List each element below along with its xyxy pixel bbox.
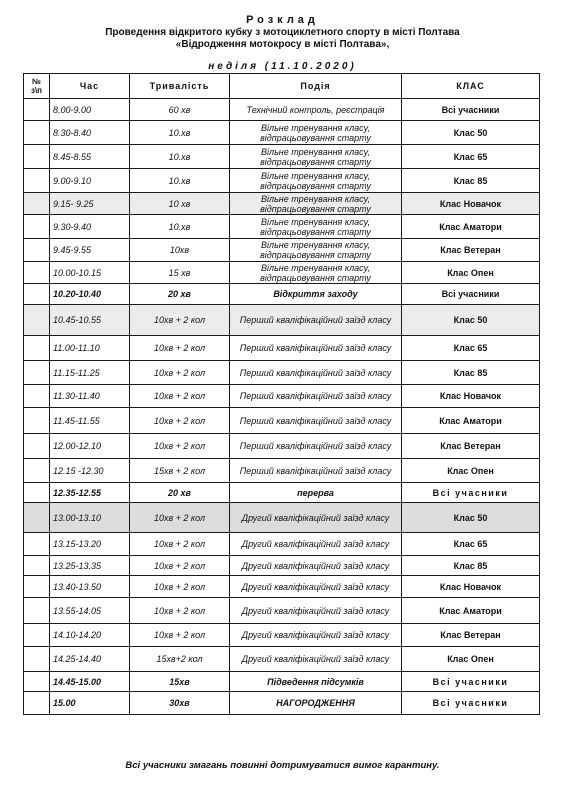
time-cell: 10.45-10.55	[50, 305, 130, 336]
event-cell: Другий кваліфікаційний заїзд класу	[230, 556, 402, 576]
time-cell: 13.55-14.05	[50, 598, 130, 624]
class-cell: Клас 50	[402, 503, 540, 533]
class-cell: Клас Новачок	[402, 385, 540, 408]
table-row	[24, 459, 540, 483]
event-cell: Другий кваліфікаційний заїзд класу	[230, 533, 402, 556]
table-row	[24, 215, 540, 239]
class-cell: Клас 85	[402, 361, 540, 385]
row-number-cell	[24, 99, 50, 121]
time-cell: 8.45-8.55	[50, 145, 130, 169]
event-cell: Перший кваліфікаційний заїзд класу	[230, 434, 402, 459]
time-cell: 9.00-9.10	[50, 169, 130, 193]
event-cell: Відкриття заходу	[230, 284, 402, 305]
header-event: Подія	[230, 74, 402, 99]
table-row	[24, 145, 540, 169]
event-cell: Другий кваліфікаційний заїзд класу	[230, 624, 402, 647]
class-cell: Клас Ветеран	[402, 434, 540, 459]
time-cell: 10.20-10.40	[50, 284, 130, 305]
event-date: неділя (11.10.2020)	[208, 61, 357, 72]
duration-cell: 10.хв	[130, 169, 230, 193]
event-cell: Другий кваліфікаційний заїзд класу	[230, 503, 402, 533]
duration-cell: 10хв + 2 кол	[130, 624, 230, 647]
event-cell: Вільне тренування класу, відпрацьовування старту	[230, 121, 402, 145]
subtitle-line-2: «Відродження мотокросу в місті Полтава»,	[175, 39, 390, 50]
class-cell: Клас Опен	[402, 262, 540, 284]
event-cell: Другий кваліфікаційний заїзд класу	[230, 647, 402, 672]
duration-cell: 10хв	[130, 239, 230, 262]
row-number-cell	[24, 305, 50, 336]
duration-cell: 15хв	[130, 672, 230, 692]
row-number-cell	[24, 503, 50, 533]
table-row	[24, 624, 540, 647]
time-cell: 12.15 -12.30	[50, 459, 130, 483]
table-row	[24, 408, 540, 434]
quarantine-note: Всі учасники змагань повинні дотримуватися вимог карантину.	[125, 760, 440, 771]
duration-cell: 10.хв	[130, 121, 230, 145]
class-cell: Клас 65	[402, 145, 540, 169]
event-cell: Вільне тренування класу, відпрацьовування старту	[230, 215, 402, 239]
event-cell: Вільне тренування класу, відпрацьовування старту	[230, 193, 402, 215]
time-cell: 13.15-13.20	[50, 533, 130, 556]
row-number-cell	[24, 169, 50, 193]
time-cell: 11.00-11.10	[50, 336, 130, 361]
event-cell: Вільне тренування класу, відпрацьовування старту	[230, 239, 402, 262]
table-row	[24, 169, 540, 193]
class-cell: Всі учасники	[402, 692, 540, 715]
event-cell: Технічний контроль, реєстрація	[230, 99, 402, 121]
duration-cell: 10хв + 2 кол	[130, 305, 230, 336]
class-cell: Клас Новачок	[402, 193, 540, 215]
table-row	[24, 361, 540, 385]
table-row	[24, 305, 540, 336]
class-cell: Клас 85	[402, 556, 540, 576]
row-number-cell	[24, 193, 50, 215]
table-row	[24, 239, 540, 262]
table-row	[24, 598, 540, 624]
header-duration: Тривалість	[130, 74, 230, 99]
class-cell: Клас 50	[402, 121, 540, 145]
row-number-cell	[24, 121, 50, 145]
row-number-cell	[24, 239, 50, 262]
header-num: № з\п	[24, 74, 50, 99]
row-number-cell	[24, 483, 50, 503]
duration-cell: 15хв + 2 кол	[130, 459, 230, 483]
class-cell: Клас 50	[402, 305, 540, 336]
table-row	[24, 193, 540, 215]
time-cell: 13.40-13.50	[50, 576, 130, 598]
event-cell: Вільне тренування класу, відпрацьовування старту	[230, 145, 402, 169]
time-cell: 12.35-12.55	[50, 483, 130, 503]
event-cell: перерва	[230, 483, 402, 503]
class-cell: Клас 85	[402, 169, 540, 193]
table-row	[24, 672, 540, 692]
event-cell: Другий кваліфікаційний заїзд класу	[230, 598, 402, 624]
duration-cell: 10хв + 2 кол	[130, 361, 230, 385]
time-cell: 12.00-12.10	[50, 434, 130, 459]
page-title: Розклад	[246, 14, 319, 26]
duration-cell: 10хв + 2 кол	[130, 556, 230, 576]
row-number-cell	[24, 598, 50, 624]
duration-cell: 10 хв	[130, 193, 230, 215]
table-row	[24, 483, 540, 503]
time-cell: 14.25-14.40	[50, 647, 130, 672]
table-row	[24, 503, 540, 533]
duration-cell: 15хв+2 кол	[130, 647, 230, 672]
event-cell: Підведення підсумків	[230, 672, 402, 692]
time-cell: 8.30-8.40	[50, 121, 130, 145]
time-cell: 11.45-11.55	[50, 408, 130, 434]
class-cell: Клас Аматори	[402, 215, 540, 239]
row-number-cell	[24, 533, 50, 556]
table-row	[24, 385, 540, 408]
duration-cell: 10хв + 2 кол	[130, 503, 230, 533]
class-cell: Всі учасники	[402, 483, 540, 503]
row-number-cell	[24, 434, 50, 459]
event-cell: НАГОРОДЖЕННЯ	[230, 692, 402, 715]
duration-cell: 30хв	[130, 692, 230, 715]
duration-cell: 10хв + 2 кол	[130, 434, 230, 459]
header-time: Час	[50, 74, 130, 99]
subtitle-line-1: Проведення відкритого кубку з мотоциклетного спорту в місті Полтава	[105, 27, 460, 38]
table-row	[24, 647, 540, 672]
duration-cell: 10.хв	[130, 215, 230, 239]
row-number-cell	[24, 215, 50, 239]
class-cell: Всі учасники	[402, 672, 540, 692]
duration-cell: 10хв + 2 кол	[130, 408, 230, 434]
time-cell: 13.00-13.10	[50, 503, 130, 533]
class-cell: Клас Ветеран	[402, 239, 540, 262]
time-cell: 9.45-9.55	[50, 239, 130, 262]
class-cell: Клас Аматори	[402, 408, 540, 434]
time-cell: 15.00	[50, 692, 130, 715]
table-row	[24, 533, 540, 556]
row-number-cell	[24, 262, 50, 284]
class-cell: Всі учасники	[402, 284, 540, 305]
duration-cell: 10хв + 2 кол	[130, 598, 230, 624]
class-cell: Клас Аматори	[402, 598, 540, 624]
time-cell: 11.30-11.40	[50, 385, 130, 408]
event-cell: Перший кваліфікаційний заїзд класу	[230, 385, 402, 408]
duration-cell: 20 хв	[130, 483, 230, 503]
table-header-row	[24, 74, 540, 99]
schedule-table	[23, 73, 540, 715]
table-row	[24, 284, 540, 305]
table-row	[24, 556, 540, 576]
row-number-cell	[24, 336, 50, 361]
row-number-cell	[24, 385, 50, 408]
time-cell: 14.45-15.00	[50, 672, 130, 692]
time-cell: 8.00-9.00	[50, 99, 130, 121]
row-number-cell	[24, 576, 50, 598]
event-cell: Другий кваліфікаційний заїзд класу	[230, 576, 402, 598]
time-cell: 10.00-10.15	[50, 262, 130, 284]
event-cell: Перший кваліфікаційний заїзд класу	[230, 305, 402, 336]
table-row	[24, 576, 540, 598]
class-cell: Всі учасники	[402, 99, 540, 121]
event-cell: Перший кваліфікаційний заїзд класу	[230, 361, 402, 385]
class-cell: Клас Опен	[402, 647, 540, 672]
row-number-cell	[24, 145, 50, 169]
class-cell: Клас Новачок	[402, 576, 540, 598]
time-cell: 14.10-14.20	[50, 624, 130, 647]
table-row	[24, 262, 540, 284]
time-cell: 9.15- 9.25	[50, 193, 130, 215]
time-cell: 11.15-11.25	[50, 361, 130, 385]
header-class: КЛАС	[402, 74, 540, 99]
table-row	[24, 336, 540, 361]
event-cell: Перший кваліфікаційний заїзд класу	[230, 459, 402, 483]
row-number-cell	[24, 624, 50, 647]
time-cell: 9.30-9.40	[50, 215, 130, 239]
duration-cell: 15 хв	[130, 262, 230, 284]
row-number-cell	[24, 672, 50, 692]
event-cell: Вільне тренування класу, відпрацьовування старту	[230, 169, 402, 193]
class-cell: Клас 65	[402, 336, 540, 361]
table-row	[24, 121, 540, 145]
table-row	[24, 692, 540, 715]
duration-cell: 10хв + 2 кол	[130, 533, 230, 556]
duration-cell: 60 хв	[130, 99, 230, 121]
row-number-cell	[24, 556, 50, 576]
table-row	[24, 434, 540, 459]
row-number-cell	[24, 284, 50, 305]
table-row	[24, 99, 540, 121]
duration-cell: 20 хв	[130, 284, 230, 305]
class-cell: Клас Ветеран	[402, 624, 540, 647]
time-cell: 13.25-13.35	[50, 556, 130, 576]
row-number-cell	[24, 459, 50, 483]
duration-cell: 10.хв	[130, 145, 230, 169]
event-cell: Перший кваліфікаційний заїзд класу	[230, 408, 402, 434]
row-number-cell	[24, 647, 50, 672]
event-cell: Вільне тренування класу, відпрацьовування старту	[230, 262, 402, 284]
event-cell: Перший кваліфікаційний заїзд класу	[230, 336, 402, 361]
duration-cell: 10хв + 2 кол	[130, 385, 230, 408]
class-cell: Клас 65	[402, 533, 540, 556]
duration-cell: 10хв + 2 кол	[130, 576, 230, 598]
row-number-cell	[24, 408, 50, 434]
row-number-cell	[24, 361, 50, 385]
class-cell: Клас Опен	[402, 459, 540, 483]
row-number-cell	[24, 692, 50, 715]
duration-cell: 10хв + 2 кол	[130, 336, 230, 361]
